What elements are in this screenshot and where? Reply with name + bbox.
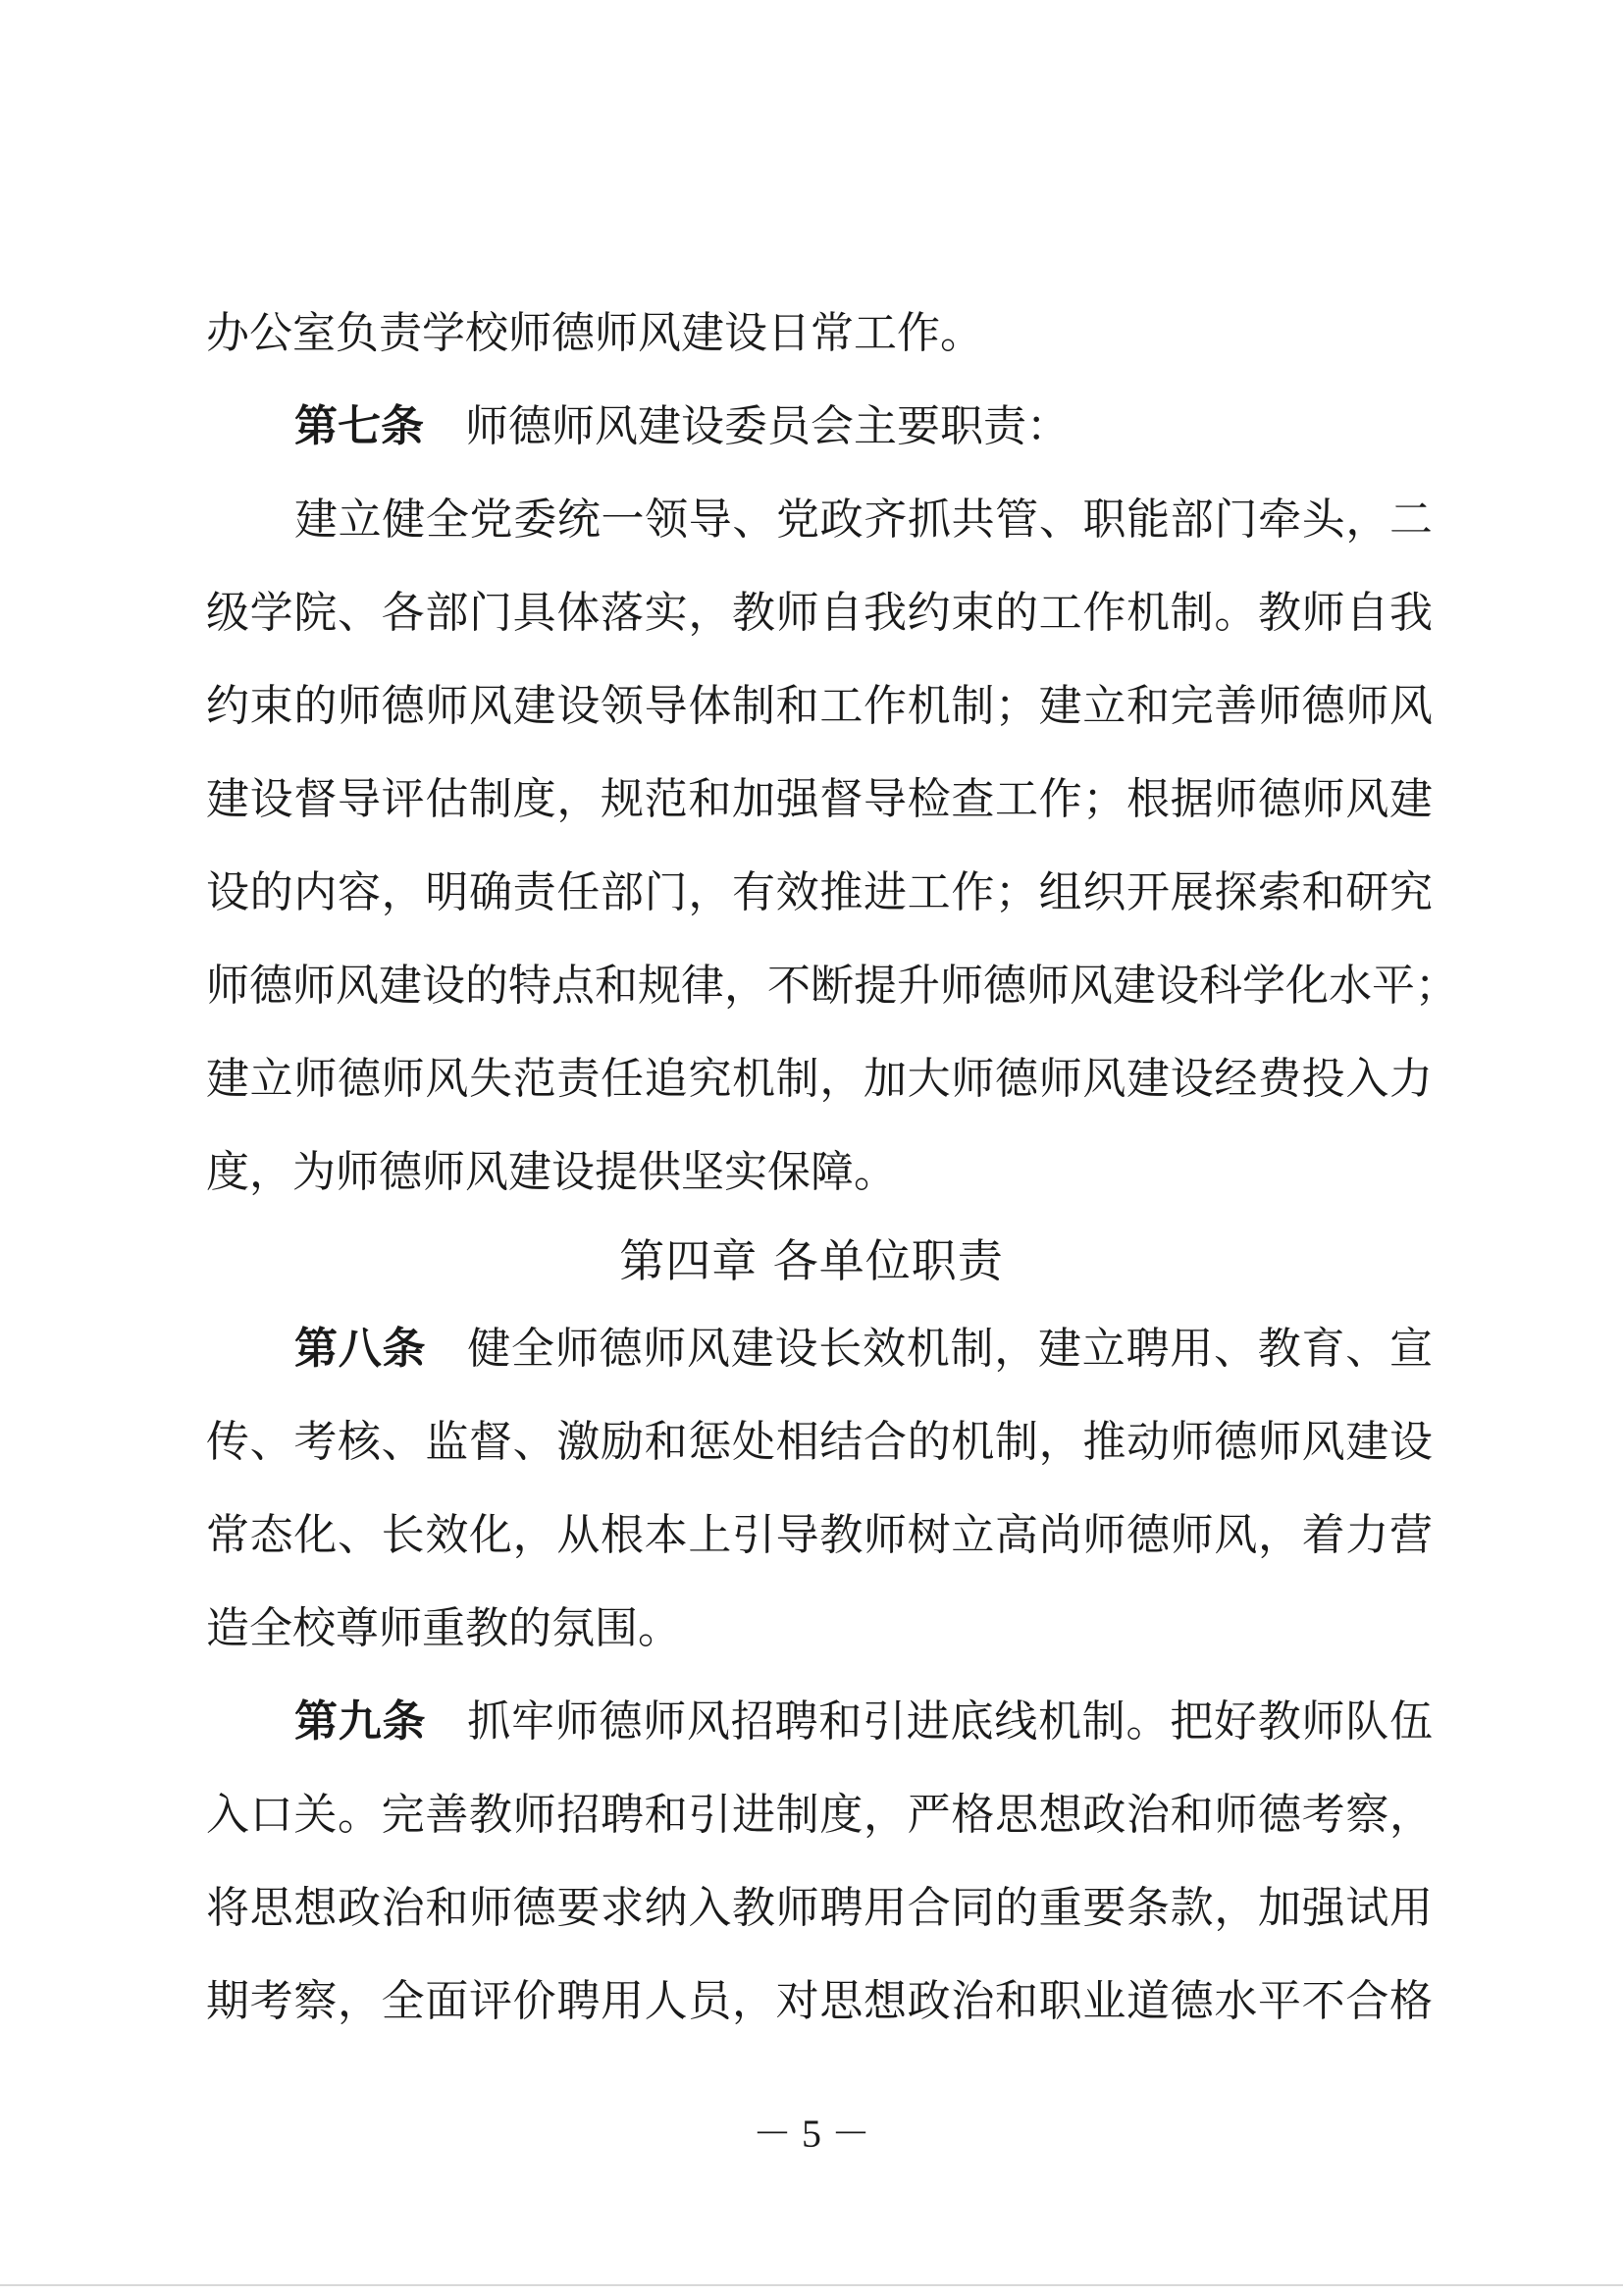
paragraph-line: 师德师风建设的特点和规律，不断提升师德师风建设科学化水平； <box>206 961 1458 1011</box>
paragraph-line: 约束的师德师风建设领导体制和工作机制；建立和完善师德师风 <box>206 681 1433 731</box>
article-8-heading-line: 第八条 健全师德师风建设长效机制，建立聘用、教育、宣 <box>294 1324 1433 1374</box>
paragraph-line: 建立健全党委统一领导、党政齐抓共管、职能部门牵头，二 <box>294 495 1433 545</box>
paragraph-line: 办公室负责学校师德师风建设日常工作。 <box>206 308 983 358</box>
paragraph-line: 建设督导评估制度，规范和加强督导检查工作；根据师德师风建 <box>206 774 1433 824</box>
paragraph-line: 期考察，全面评价聘用人员，对思想政治和职业道德水平不合格 <box>206 1976 1433 2026</box>
paragraph-line: 建立师德师风失范责任追究机制，加大师德师风建设经费投入力 <box>206 1054 1433 1104</box>
article-label: 第八条 <box>294 1324 427 1374</box>
paragraph-line: 设的内容，明确责任部门，有效推进工作；组织开展探索和研究 <box>206 867 1433 917</box>
article-9-heading-line: 第九条 抓牢师德师风招聘和引进底线机制。把好教师队伍 <box>294 1696 1433 1747</box>
article-label: 第九条 <box>294 1696 427 1747</box>
article-7-heading-line: 第七条 师德师风建设委员会主要职责： <box>294 401 1070 451</box>
article-label: 第七条 <box>294 401 424 451</box>
paragraph-line: 常态化、长效化，从根本上引导教师树立高尚师德师风，着力营 <box>206 1510 1433 1560</box>
paragraph-line: 级学院、各部门具体落实，教师自我约束的工作机制。教师自我 <box>206 588 1433 638</box>
page-number: － 5 － <box>753 2112 870 2156</box>
chapter-heading: 第四章 各单位职责 <box>619 1234 1004 1287</box>
scan-edge-divider <box>0 2284 1623 2286</box>
paragraph-line: 入口关。完善教师招聘和引进制度，严格思想政治和师德考察， <box>206 1790 1433 1840</box>
paragraph-line: 造全校尊师重教的氛围。 <box>206 1603 681 1653</box>
paragraph-line: 传、考核、监督、激励和惩处相结合的机制，推动师德师风建设 <box>206 1417 1433 1467</box>
paragraph-line: 度，为师德师风建设提供坚实保障。 <box>206 1147 897 1197</box>
paragraph-line: 将思想政治和师德要求纳入教师聘用合同的重要条款，加强试用 <box>206 1883 1433 1933</box>
